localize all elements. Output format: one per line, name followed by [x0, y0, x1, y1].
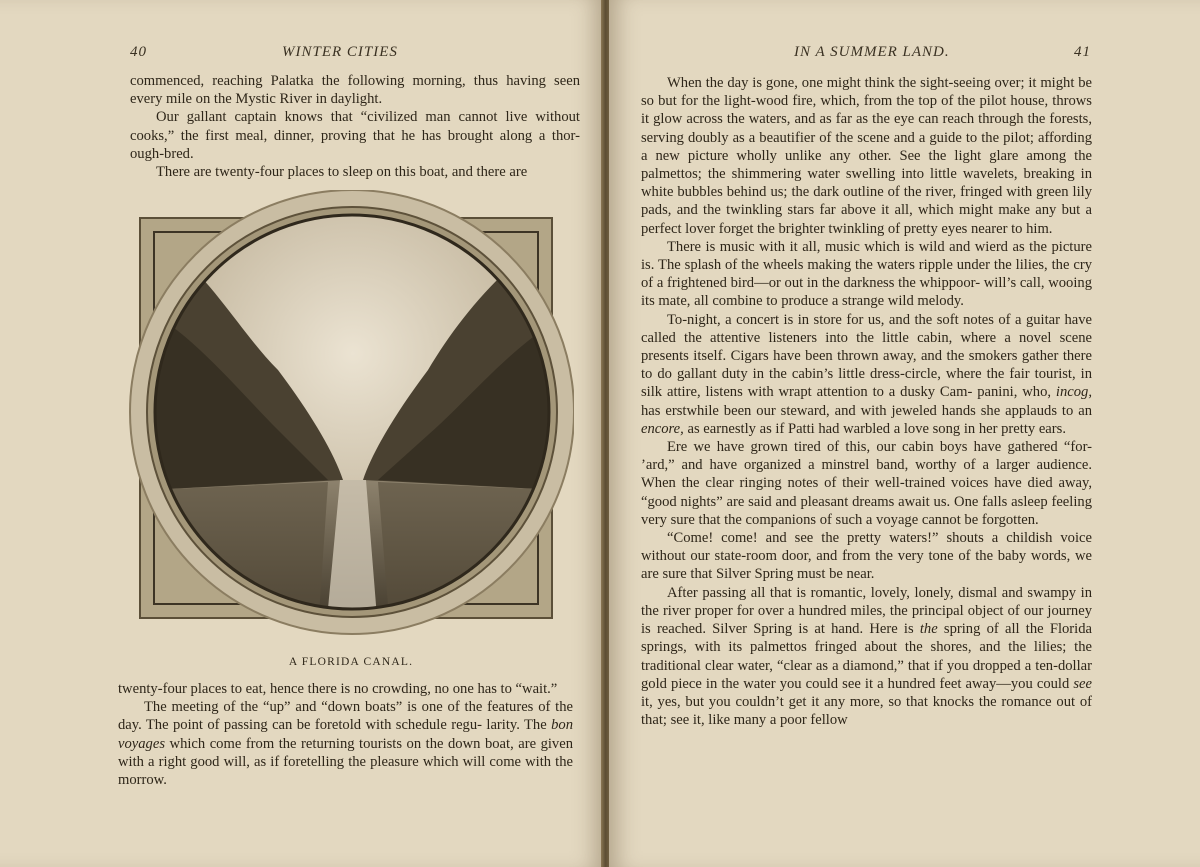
italic-text: the: [919, 621, 938, 638]
paragraph: [641, 529, 1092, 584]
paragraph: Our gallant captain knows that “civilized man cannot live without cooks,” the first meal, dinner, proving that he has brought along a thor- ough-bred.: [130, 109, 580, 162]
text-run: Ere we have grown tired of this, our cabin boys have gathered “for- ’ard,” and have organized a minstrel band, worthy of a larger audience. When the clear ringing notes of their well-trained voices have died away, “good nights” are said and pleasant dreams await us. One falls asleep feeling very sure that the companions of such a voyage cannot be forgotten.: [641, 439, 1092, 528]
text-run: as earnestly as if Patti had warbled a love song in her pretty ears.: [683, 420, 1066, 437]
italic-text: bon voyages: [118, 717, 573, 752]
paragraph: There are twenty-four places to sleep on this boat, and there are: [156, 164, 528, 181]
text-run: The meeting of the “up” and “down boats” is one of the features of the day. The point of passing can be foretold with schedule regu- larity. The: [118, 699, 573, 734]
text-run: has erstwhile been our steward, and with jeweled hands she applauds to an: [641, 402, 1092, 419]
right-body-text: [641, 74, 1092, 729]
left-page-number: 40: [130, 44, 147, 60]
text-run: To-night, a concert is in store for us, and the soft notes of a guitar have called the attentive listeners into the little cabin, where a novel scene presents itself. Cigars have been thrown away, and the smokers gather there to do gallant duty in the cabin’s little dress-circle, where the fair tourist, in silk attire, listens with wrapt attention to a dusky Cam- panini, who,: [641, 311, 1092, 401]
paragraph: [641, 311, 1092, 438]
florida-canal-illustration: [128, 190, 574, 640]
paragraph: [641, 238, 1092, 311]
text-run: it, yes, but you couldn’t get it any more, so that knocks the romance out of that; see it, like many a poor fellow: [641, 693, 1092, 729]
text-run: which come from the returning tourists on the down boat, are given with a right good will, as if foretelling the pleasure which will come with the morrow.: [118, 735, 573, 789]
left-running-head: WINTER CITIES: [282, 44, 398, 60]
italic-text: see: [1073, 675, 1092, 692]
figure-caption: A FLORIDA CANAL.: [288, 656, 414, 668]
paragraph: twenty-four places to eat, hence there is no crowding, no one has to “wait.”: [118, 681, 558, 697]
paragraph: [641, 438, 1092, 529]
paragraph: [641, 584, 1092, 730]
text-run: “Come! come! and see the pretty waters!” shouts a childish voice without our state-room door, and from the very tone of the baby words, we are sure that Silver Spring must be near.: [641, 530, 1092, 583]
text-run: There is music with it all, music which is wild and wierd as the picture is. The splash of the wheels making the waters ripple under the lilies, the cry of a frightened bird—or out in the darkness the whippoor- will’s call, wooing its mate, all combine to produce a strange wild melody.: [641, 238, 1092, 310]
text-run: When the day is gone, one might think the sight-seeing over; it might be so but for the light-wood fire, which, from the top of the pilot house, throws it glow across the waters, and as far as the eye can reach through the forests, serving doubly as a beautifier of the scene and a guide to the pilot; affording a new picture wholly unlike any other. See the light glare among the palmettos; the shimmering water swelling into little wavelets, breaking in white bubbles behind us; the dark outline of the river, fringed with green lily pads, and the twinkling stars far above it all, which might make any but a perfect lover forget the brighter twinkling of pretty eyes nearer to him.: [641, 75, 1092, 237]
right-page: [609, 0, 1200, 867]
italic-text: encore,: [641, 420, 684, 437]
right-running-head: IN A SUMMER LAND.: [794, 44, 950, 60]
right-page-number: 41: [1074, 44, 1091, 60]
paragraph: [641, 74, 1092, 238]
text-run: spring of all the Florida springs, with its palmettos fringed about the shores, and the lilies; the traditional clear water, “clear as a diamond,” that if you dropped a ten-dollar gold piece in the water you could see it a hundred feet away—you could: [641, 621, 1092, 692]
left-top-text: [130, 72, 580, 181]
left-bottom-text: [118, 680, 573, 789]
text-run: After passing all that is romantic, lovely, lonely, dismal and swampy in the river proper for over a hundred miles, the principal object of our journey is reached. Silver Spring is at hand. Here is: [641, 584, 1092, 638]
paragraph: commenced, reaching Palatka the following morning, thus having seen every mile on the Mystic River in daylight.: [130, 73, 580, 108]
italic-text: incog,: [1055, 384, 1092, 401]
paragraph: [118, 698, 573, 789]
